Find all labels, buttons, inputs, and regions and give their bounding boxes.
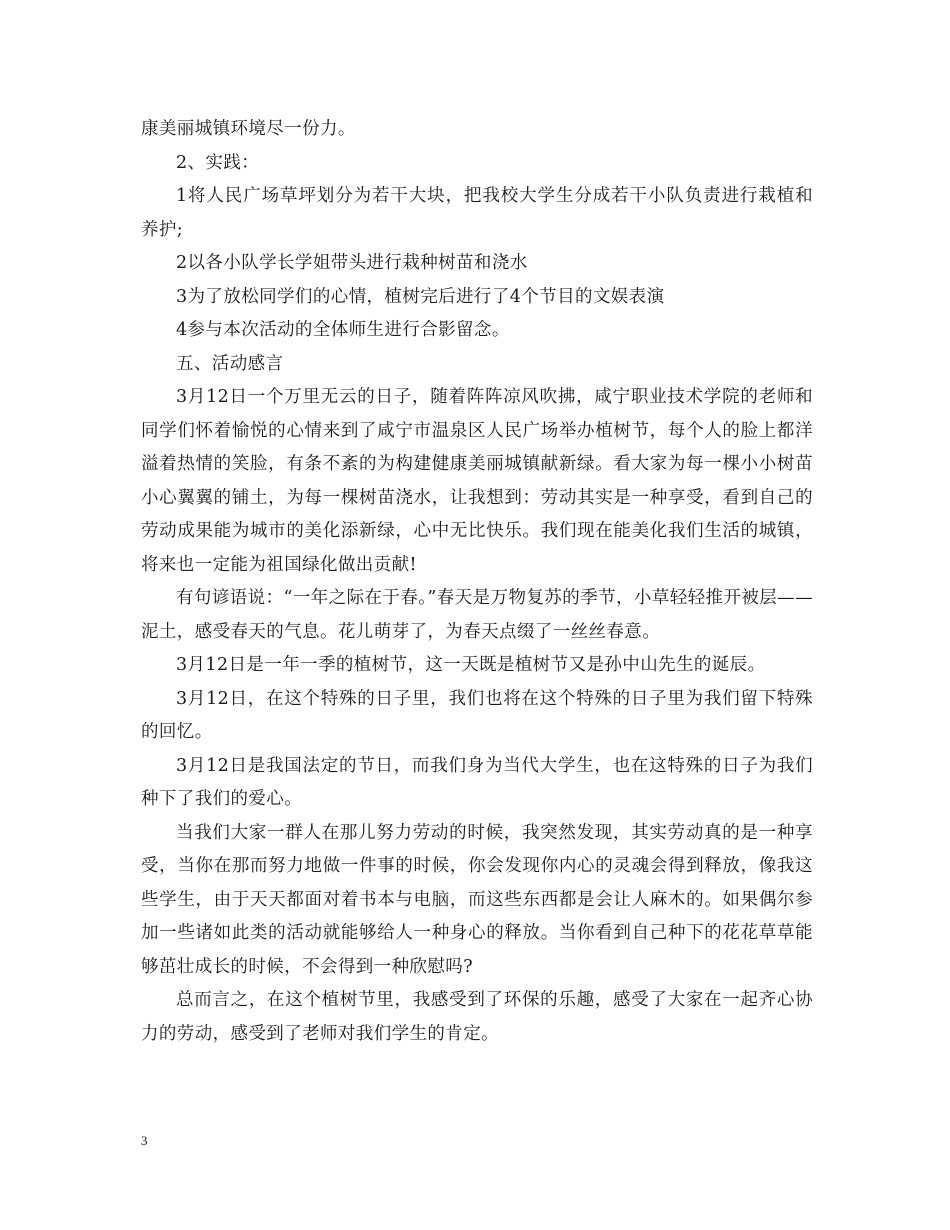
paragraph-reflection-3: 3月12日是一年一季的植树节，这一天既是植树节又是孙中山先生的诞辰。	[176, 655, 766, 675]
paragraph-practice-item-2: 2以各小队学长学姐带头进行栽种树苗和浇水	[176, 253, 528, 273]
paragraph-practice-item-1: 1将人民广场草坪划分为若干大块，把我校大学生分成若干小队负责进行栽植和养护;	[141, 186, 813, 240]
paragraph-conclusion: 总而言之，在这个植树节里，我感受到了环保的乐趣，感受了大家在一起齐心协力的劳动，感受到了老师对我们学生的肯定。	[141, 990, 813, 1044]
paragraph-practice-item-3: 3为了放松同学们的心情，植树完后进行了4个节目的文娱表演	[176, 286, 665, 307]
document-body	[141, 113, 813, 1051]
paragraph-reflection-4: 3月12日，在这个特殊的日子里，我们也将在这个特殊的日子里为我们留下特殊的回忆。	[141, 688, 813, 742]
paragraph-continuation: 康美丽城镇环境尽一份力。	[141, 119, 356, 139]
page-number: 3	[141, 1133, 148, 1148]
paragraph-practice-heading: 2、实践：	[176, 152, 260, 173]
paragraph-reflection-5: 3月12日是我国法定的节日，而我们身为当代大学生，也在这特殊的日子为我们种下了我们的爱心。	[141, 755, 813, 809]
paragraph-reflection-1: 3月12日一个万里无云的日子，随着阵阵凉风吹拂，咸宁职业技术学院的老师和同学们怀着愉悦的心情来到了咸宁市温泉区人民广场举办植树节，每个人的脸上都洋溢着热情的笑脸，有条不紊的为构建健康美丽城镇献新绿。看大家为每一棵小小树苗小心翼翼的铺土，为每一棵树苗浇水，让我想到：劳动其实是一种享受，看到自己的劳动成果能为城市的美化添新绿，心中无比快乐。我们现在能美化我们生活的城镇，将来也一定能为祖国绿化做出贡献!	[141, 387, 813, 575]
paragraph-reflection-6: 当我们大家一群人在那儿努力劳动的时候，我突然发现，其实劳动真的是一种享受，当你在那而努力地做一件事的时候，你会发现你内心的灵魂会得到释放，像我这些学生，由于天天都面对着书本与电脑，而这些东西都是会让人麻木的。如果偶尔参加一些诸如此类的活动就能够给人一种身心的释放。当你看到自己种下的花花草草能够茁壮成长的时候，不会得到一种欣慰吗?	[141, 822, 813, 977]
paragraph-practice-item-4: 4参与本次活动的全体师生进行合影留念。	[176, 320, 510, 340]
section-heading-reflections: 五、活动感言	[176, 353, 284, 374]
paragraph-reflection-2: 有句谚语说：“一年之际在于春。”春天是万物复苏的季节，小草轻轻推开被层——泥土，感受春天的气息。花儿萌芽了，为春天点缀了一丝丝春意。	[141, 588, 813, 642]
